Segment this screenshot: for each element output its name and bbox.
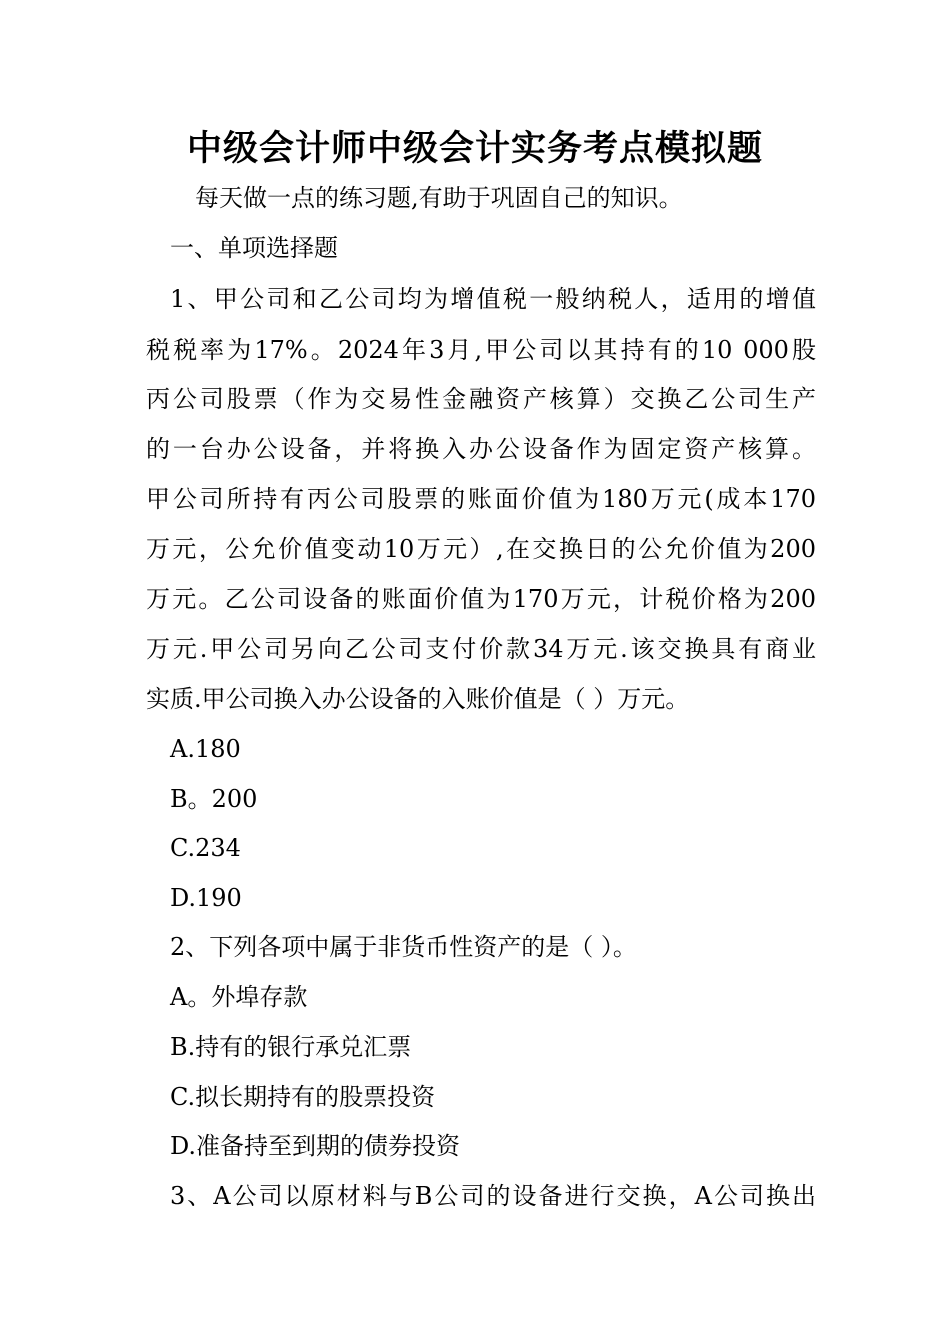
question1-line: 万元，公允价值变动10万元）,在交换日的公允价值为200 — [146, 535, 816, 563]
question1-line: 万元。乙公司设备的账面价值为170万元，计税价格为200 — [146, 585, 816, 613]
question1-line: 1、甲公司和乙公司均为增值税一般纳税人，适用的增值 — [170, 285, 816, 313]
question1-option-d: D.190 — [170, 884, 242, 912]
section-heading: 一、单项选择题 — [170, 234, 338, 262]
question1-line: 甲公司所持有丙公司股票的账面价值为180万元(成本170 — [146, 485, 816, 513]
question2-option-b: B.持有的银行承兑汇票 — [170, 1033, 412, 1061]
question1-option-b: B。200 — [170, 785, 258, 813]
question1-option-a: A.180 — [170, 735, 241, 763]
question2-option-a: A。外埠存款 — [170, 983, 308, 1011]
question2-option-c: C.拟长期持有的股票投资 — [170, 1083, 436, 1111]
intro-text: 每天做一点的练习题,有助于巩固自己的知识。 — [195, 184, 683, 212]
question3-stem: 3、A公司以原材料与B公司的设备进行交换，A公司换出 — [170, 1182, 816, 1210]
question2-stem: 2、下列各项中属于非货币性资产的是（ ）。 — [170, 933, 637, 961]
question1-line: 的一台办公设备，并将换入办公设备作为固定资产核算。 — [146, 435, 816, 463]
question1-line: 实质.甲公司换入办公设备的入账价值是（ ）万元。 — [146, 685, 690, 713]
question1-line: 丙公司股票（作为交易性金融资产核算）交换乙公司生产 — [146, 385, 816, 413]
question1-line: 税税率为17%。2024年3月,甲公司以其持有的10 000股 — [146, 336, 816, 364]
question1-line: 万元.甲公司另向乙公司支付价款34万元.该交换具有商业 — [146, 635, 816, 663]
question1-option-c: C.234 — [170, 834, 241, 862]
document-title: 中级会计师中级会计实务考点模拟题 — [186, 128, 763, 169]
question2-option-d: D.准备持至到期的债券投资 — [170, 1132, 461, 1160]
